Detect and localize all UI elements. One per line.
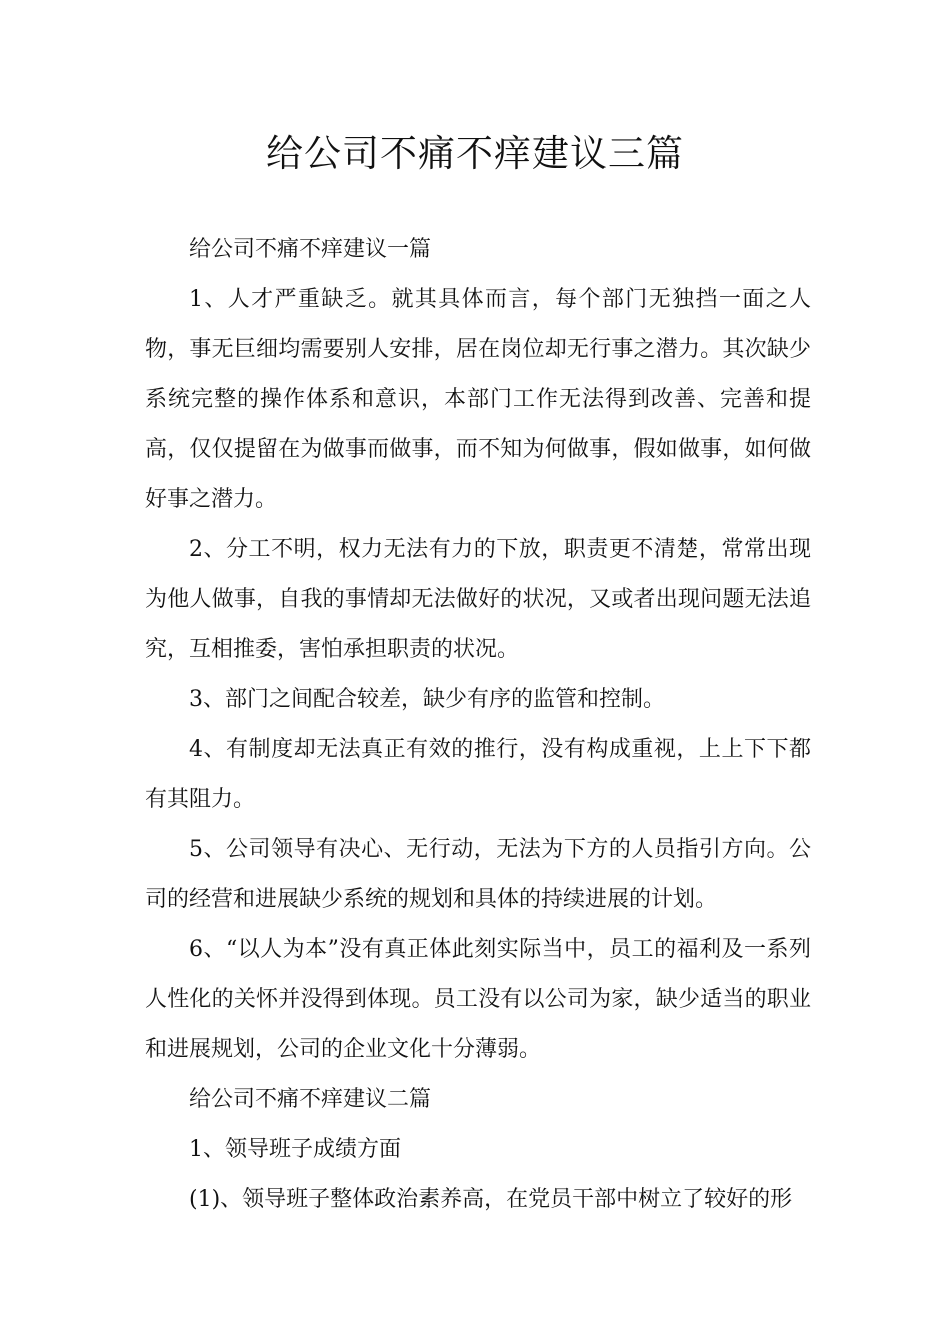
subsection-heading: 1、领导班子成绩方面 bbox=[189, 1137, 401, 1162]
paragraph-item-5: 5、公司领导有决心、无行动，无法为下方的人员指引方向。公司的经营和进展缺少系统的规划和具体的持续进展的计划。 bbox=[145, 837, 811, 912]
paragraph-item-1: 1、人才严重缺乏。就其具体而言，每个部门无独挡一面之人物，事无巨细均需要别人安排，居在岗位却无行事之潜力。其次缺少系统完整的操作体系和意识，本部门工作无法得到改善、完善和提高，仅仅提留在为做事而做事，而不知为何做事，假如做事，如何做好事之潜力。 bbox=[145, 287, 811, 512]
paragraph-subitem-1: (1)、领导班子整体政治素养高，在党员干部中树立了较好的形 bbox=[189, 1187, 793, 1212]
section-heading-2: 给公司不痛不痒建议二篇 bbox=[189, 1087, 432, 1112]
document-body bbox=[145, 225, 811, 1225]
paragraph-item-2: 2、分工不明，权力无法有力的下放，职责更不清楚，常常出现为他人做事，自我的事情却无法做好的状况，又或者出现问题无法追究，互相推委，害怕承担职责的状况。 bbox=[145, 537, 811, 662]
paragraph-item-4: 4、有制度却无法真正有效的推行，没有构成重视，上上下下都有其阻力。 bbox=[145, 737, 811, 812]
paragraph-item-3: 3、部门之间配合较差，缺少有序的监管和控制。 bbox=[189, 687, 665, 712]
paragraph-item-6: 6、“以人为本”没有真正体此刻实际当中，员工的福利及一系列人性化的关怀并没得到体现。员工没有以公司为家，缺少适当的职业和进展规划，公司的企业文化十分薄弱。 bbox=[145, 937, 811, 1062]
document-title: 给公司不痛不痒建议三篇 bbox=[266, 132, 684, 175]
section-heading-1: 给公司不痛不痒建议一篇 bbox=[189, 237, 432, 262]
